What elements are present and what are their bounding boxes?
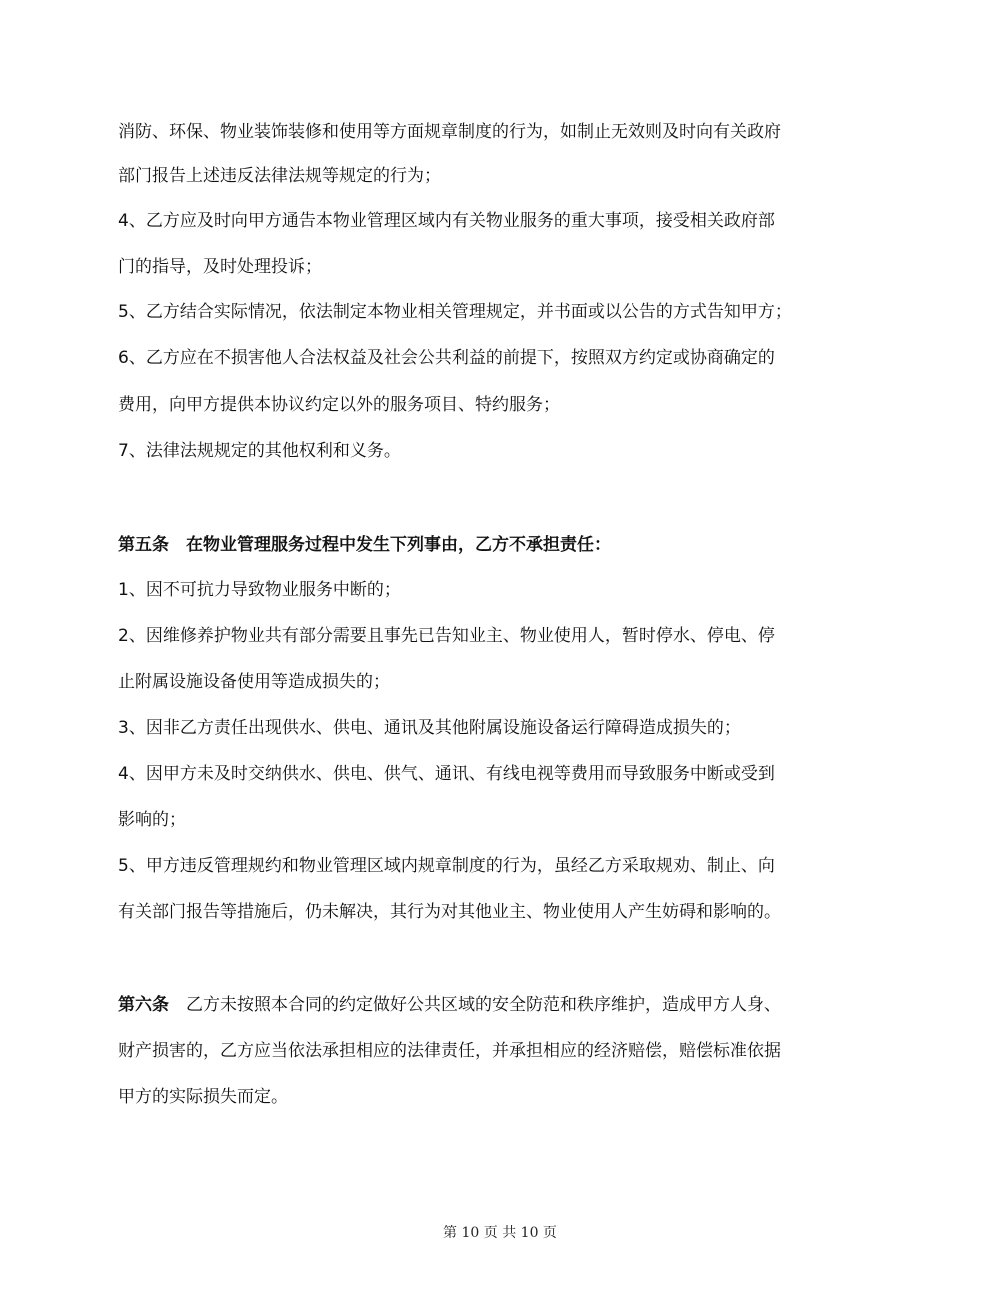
page-number-footer: 第 10 页 共 10 页 [443, 1225, 557, 1241]
article5-line-8: 有关部门报告等措施后，仍未解决，其行为对其他业主、物业使用人产生妨碍和影响的。 [118, 902, 781, 922]
article5-line-7: 5、甲方违反管理规约和物业管理区域内规章制度的行为，虽经乙方采取规劝、制止、向 [118, 856, 775, 876]
article6-line-2: 财产损害的，乙方应当依法承担相应的法律责任，并承担相应的经济赔偿，赔偿标准依据 [118, 1041, 781, 1061]
body-line-1: 消防、环保、物业装饰装修和使用等方面规章制度的行为，如制止无效则及时向有关政府 [118, 122, 781, 142]
article5-line-6: 影响的； [118, 810, 186, 830]
article6-line-1-text: 乙方未按照本合同的约定做好公共区域的安全防范和秩序维护，造成甲方人身、 [169, 995, 781, 1015]
body-line-6: 6、乙方应在不损害他人合法权益及社会公共利益的前提下，按照双方约定或协商确定的 [118, 348, 775, 368]
article5-line-5: 4、因甲方未及时交纳供水、供电、供气、通讯、有线电视等费用而导致服务中断或受到 [118, 764, 775, 784]
body-line-4: 门的指导，及时处理投诉； [118, 257, 322, 277]
body-line-2: 部门报告上述违反法律法规等规定的行为； [118, 166, 441, 186]
article5-heading: 第五条 在物业管理服务过程中发生下列事由，乙方不承担责任： [118, 535, 611, 555]
body-line-3: 4、乙方应及时向甲方通告本物业管理区域内有关物业服务的重大事项，接受相关政府部 [118, 211, 775, 231]
body-line-7: 费用，向甲方提供本协议约定以外的服务项目、特约服务； [118, 395, 560, 415]
article5-line-3: 止附属设施设备使用等造成损失的； [118, 672, 390, 692]
body-line-8: 7、法律法规规定的其他权利和义务。 [118, 441, 401, 461]
article6-label: 第六条 [118, 995, 169, 1015]
article5-line-2: 2、因维修养护物业共有部分需要且事先已告知业主、物业使用人，暂时停水、停电、停 [118, 626, 775, 646]
article5-line-4: 3、因非乙方责任出现供水、供电、通讯及其他附属设施设备运行障碍造成损失的； [118, 718, 741, 738]
article6-line-1 [118, 993, 888, 1017]
article6-line-3: 甲方的实际损失而定。 [118, 1087, 288, 1107]
article5-line-1: 1、因不可抗力导致物业服务中断的； [118, 580, 401, 600]
body-line-5: 5、乙方结合实际情况，依法制定本物业相关管理规定，并书面或以公告的方式告知甲方； [118, 302, 792, 322]
